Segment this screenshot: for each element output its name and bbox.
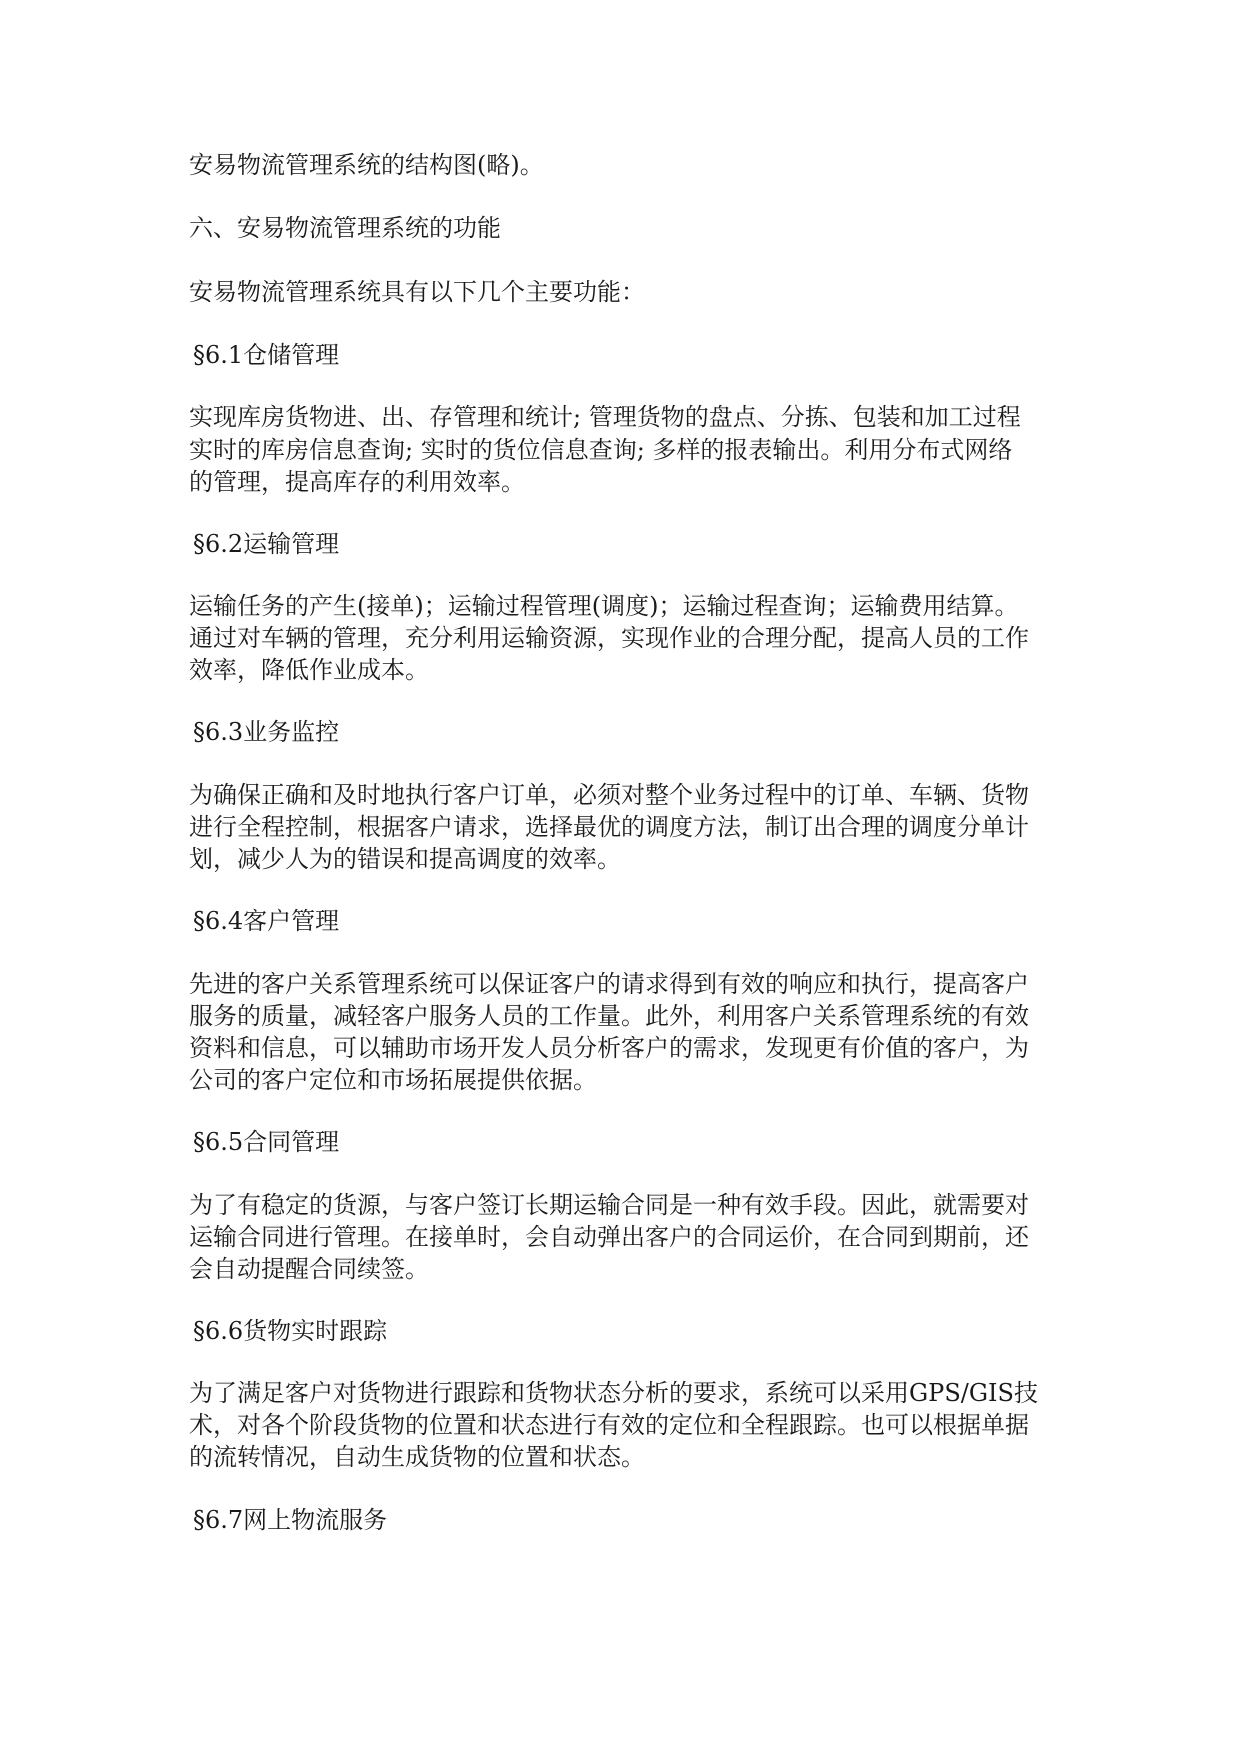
section-heading: §6.6货物实时跟踪 bbox=[193, 1317, 388, 1345]
paragraph-line: 通过对车辆的管理，充分利用运输资源，实现作业的合理分配，提高人员的工作 bbox=[189, 624, 1029, 652]
structure-note: 安易物流管理系统的结构图(略)。 bbox=[189, 151, 544, 179]
paragraph-line: 为了满足客户对货物进行跟踪和货物状态分析的要求，系统可以采用GPS/GIS技 bbox=[189, 1379, 1038, 1407]
paragraph-line: 先进的客户关系管理系统可以保证客户的请求得到有效的响应和执行，提高客户 bbox=[189, 970, 1029, 998]
section-heading: §6.2运输管理 bbox=[193, 530, 340, 558]
paragraph-line: 服务的质量，减轻客户服务人员的工作量。此外，利用客户关系管理系统的有效 bbox=[189, 1002, 1029, 1030]
intro-paragraph: 安易物流管理系统具有以下几个主要功能： bbox=[189, 278, 645, 306]
paragraph-line: 资料和信息，可以辅助市场开发人员分析客户的需求，发现更有价值的客户，为 bbox=[189, 1034, 1029, 1062]
paragraph-line: 运输任务的产生(接单)；运输过程管理(调度)；运输过程查询；运输费用结算。 bbox=[189, 592, 1019, 620]
paragraph-line: 实现库房货物进、出、存管理和统计; 管理货物的盘点、分拣、包装和加工过程 bbox=[189, 403, 1021, 431]
section-heading: §6.3业务监控 bbox=[193, 718, 340, 746]
paragraph-line: 进行全程控制，根据客户请求，选择最优的调度方法，制订出合理的调度分单计 bbox=[189, 813, 1029, 841]
paragraph-line: 为了有稳定的货源，与客户签订长期运输合同是一种有效手段。因此，就需要对 bbox=[189, 1191, 1029, 1219]
paragraph-line: 划，减少人为的错误和提高调度的效率。 bbox=[189, 845, 621, 873]
paragraph-line: 术，对各个阶段货物的位置和状态进行有效的定位和全程跟踪。也可以根据单据 bbox=[189, 1411, 1029, 1439]
paragraph-line: 为确保正确和及时地执行客户订单，必须对整个业务过程中的订单、车辆、货物 bbox=[189, 781, 1029, 809]
section-heading: §6.5合同管理 bbox=[193, 1128, 340, 1156]
paragraph-line: 实时的库房信息查询; 实时的货位信息查询; 多样的报表输出。利用分布式网络 bbox=[189, 436, 1013, 464]
section-heading: §6.1仓储管理 bbox=[193, 341, 340, 369]
paragraph-line: 的流转情况，自动生成货物的位置和状态。 bbox=[189, 1443, 645, 1471]
section-heading: §6.7网上物流服务 bbox=[193, 1506, 388, 1534]
chapter-heading: 六、安易物流管理系统的功能 bbox=[189, 214, 501, 242]
paragraph-line: 公司的客户定位和市场拓展提供依据。 bbox=[189, 1066, 597, 1094]
paragraph-line: 会自动提醒合同续签。 bbox=[189, 1255, 429, 1283]
paragraph-line: 运输合同进行管理。在接单时，会自动弹出客户的合同运价，在合同到期前，还 bbox=[189, 1223, 1029, 1251]
paragraph-line: 的管理，提高库存的利用效率。 bbox=[189, 468, 525, 496]
paragraph-line: 效率，降低作业成本。 bbox=[189, 656, 429, 684]
section-heading: §6.4客户管理 bbox=[193, 907, 340, 935]
